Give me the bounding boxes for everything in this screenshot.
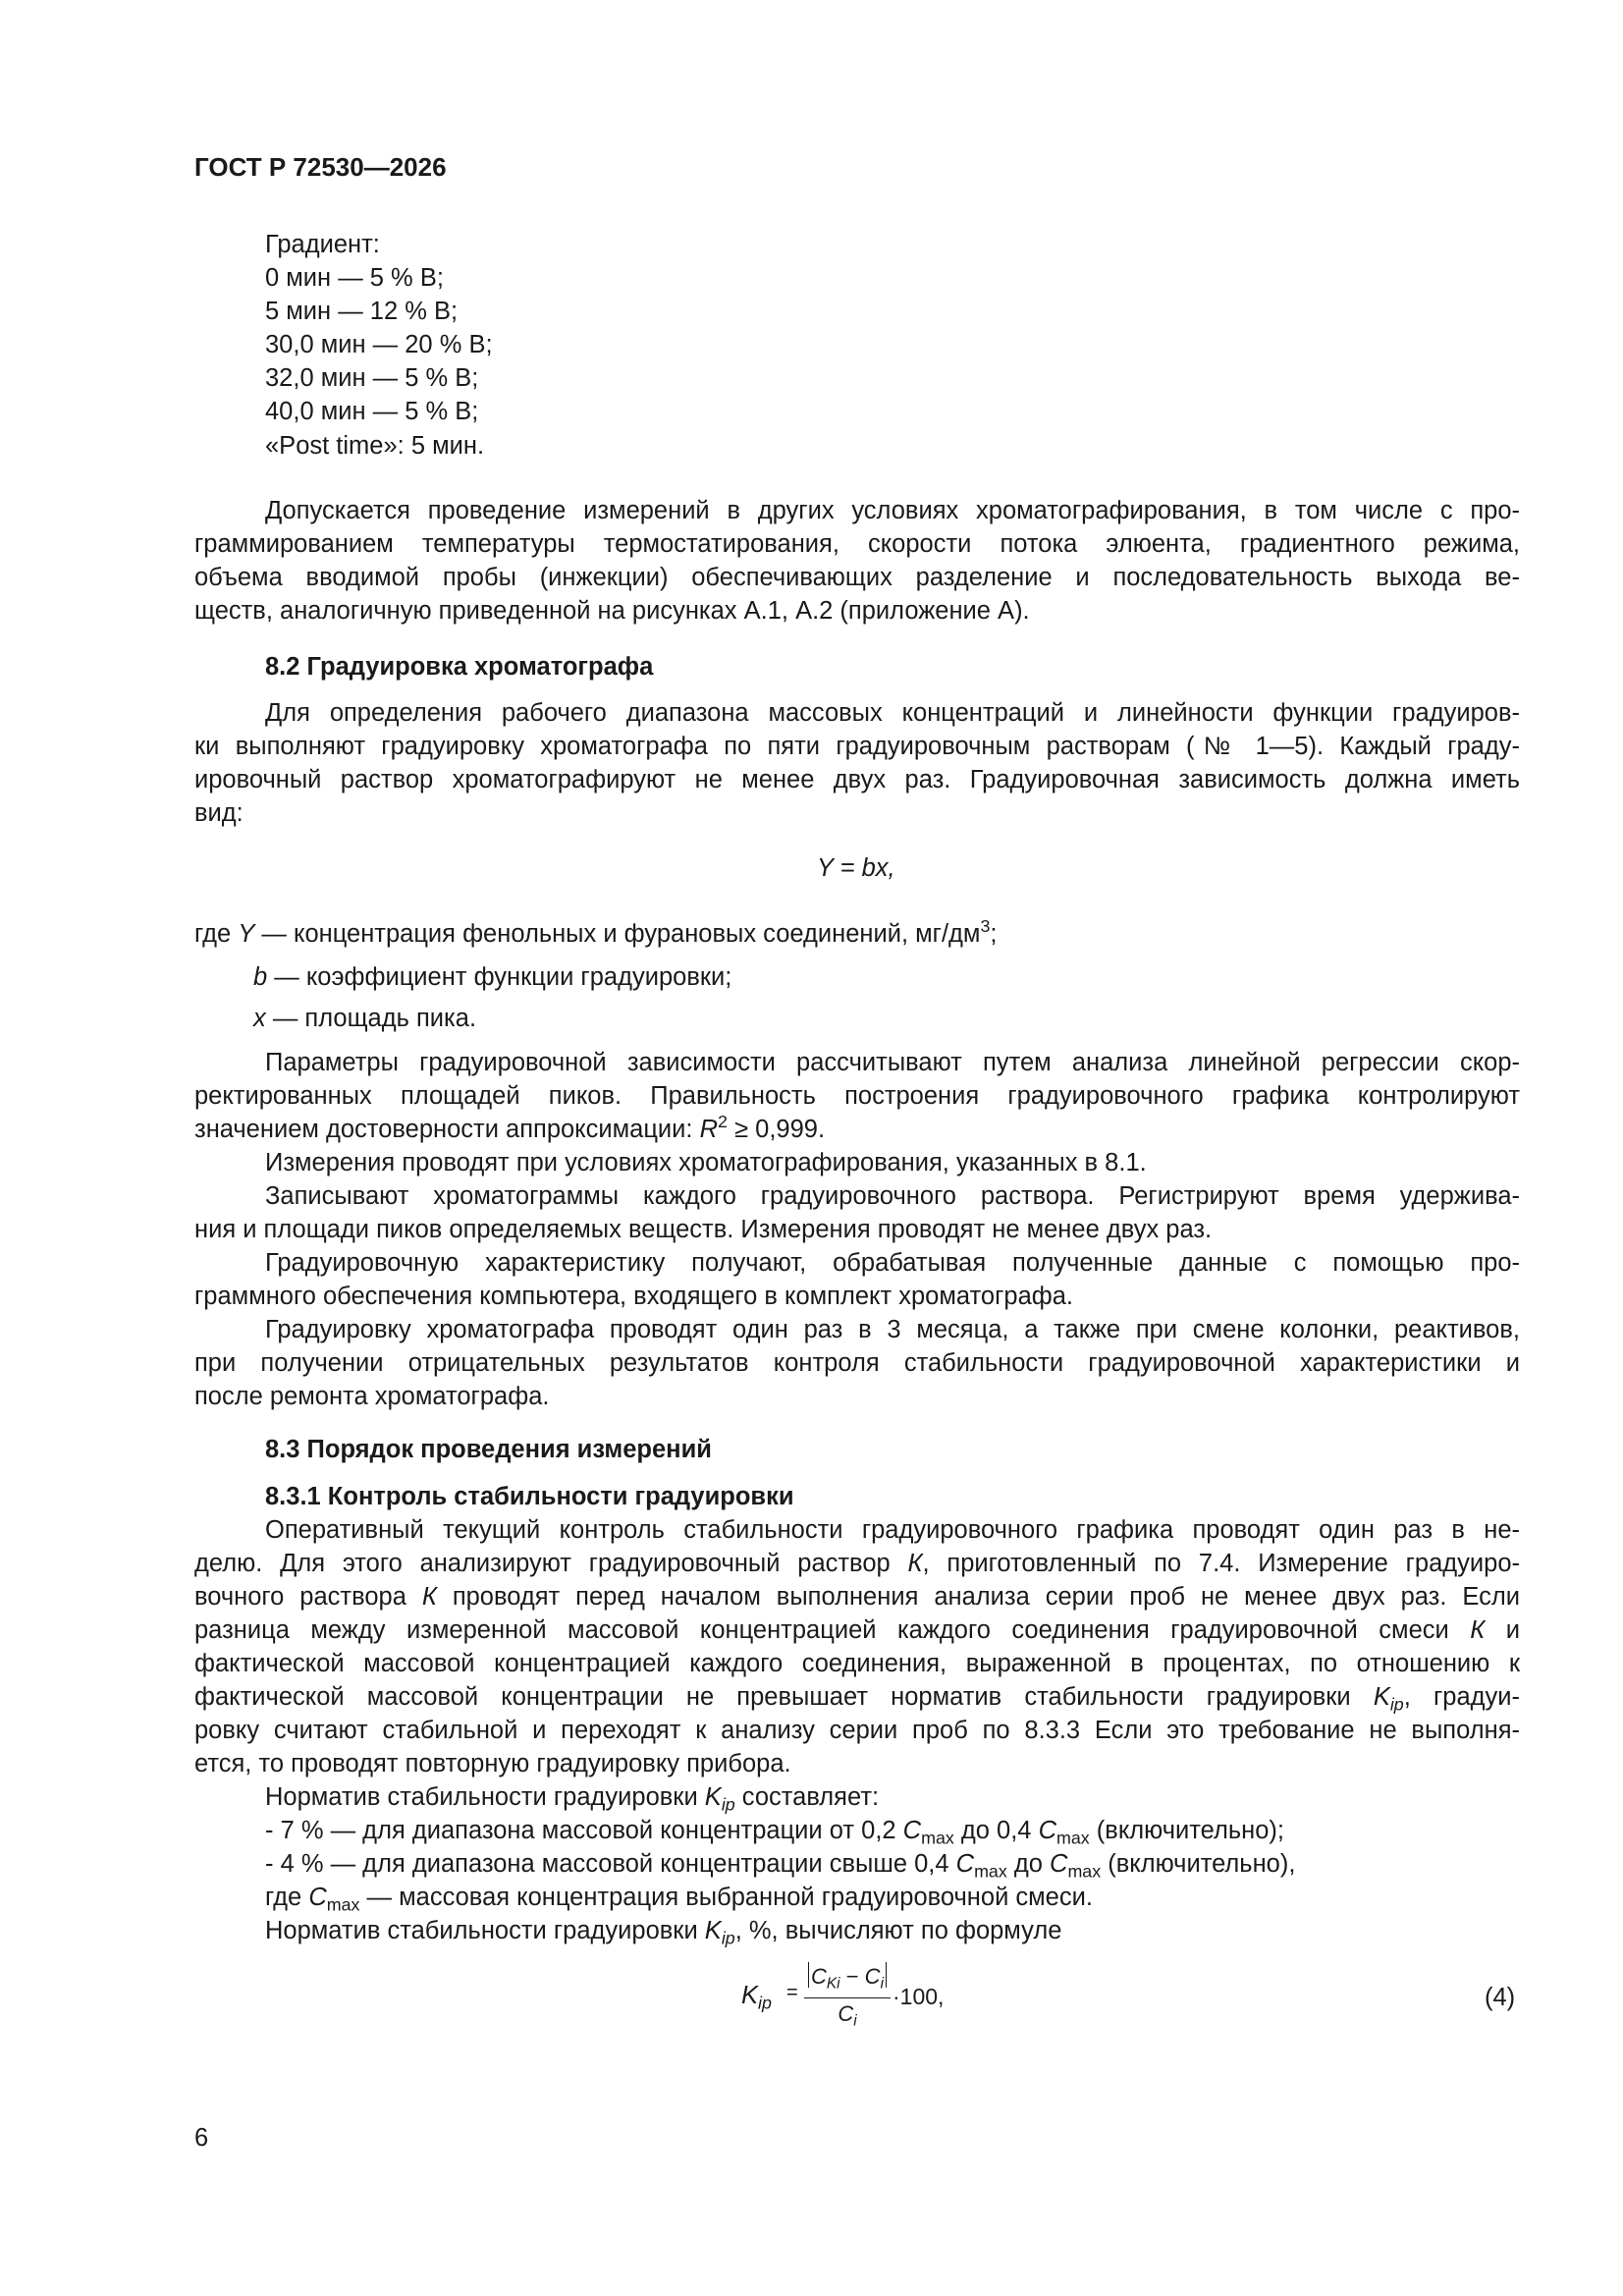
text-line: Оперативный текущий контроль стабильности градуировочного графика проводят один раз в не-: [265, 1516, 1520, 1544]
abs-bar-left: [808, 1962, 809, 1988]
page-number: 6: [194, 2124, 209, 2152]
text-line: ки выполняют градуировку хроматографа по пяти градуировочным растворам (№ 1—5). Каждый граду-: [194, 733, 1520, 760]
gradient-step: 0 мин — 5 % В;: [265, 264, 444, 292]
where-y-line: где Y — концентрация фенольных и фурановых соединений, $мг/дм^3$;: [194, 916, 998, 948]
gradient-step: 30,0 мин — 20 % В;: [265, 331, 493, 358]
text-line: разница между измеренной массовой концентрацией каждого соединения градуировочной смеси К и: [194, 1616, 1520, 1644]
gradient-step: 32,0 мин — 5 % В;: [265, 364, 479, 392]
text-line: Параметры градуировочной зависимости рассчитывают путем анализа линейной регрессии скор-: [265, 1049, 1520, 1076]
text-line: Градуировку хроматографа проводят один раз в 3 месяца, а также при смене колонки, реактивов,: [265, 1316, 1520, 1343]
section-heading-8-2: 8.2 Градуировка хроматографа: [265, 653, 654, 681]
formula-lhs: $K_{ip}$: [741, 1982, 772, 2013]
text-line: после ремонта хроматографа.: [194, 1383, 550, 1410]
gradient-step: «Post time»: 5 мин.: [265, 432, 485, 460]
formula-numerator: $C_{Ki} - C_i$: [802, 1962, 893, 1990]
document-code: ГОСТ Р 72530—2026: [194, 152, 447, 182]
text-line: Записывают хроматограммы каждого градуировочного раствора. Регистрируют время удержива-: [265, 1182, 1520, 1210]
section-heading-8-3-1: 8.3.1 Контроль стабильности градуировки: [265, 1483, 794, 1510]
text-line: ировочный раствор хроматографируют не менее двух раз. Градуировочная зависимость должна иметь: [194, 766, 1520, 793]
norm-bullet: - 4 % — для диапазона массовой концентрации свыше 0,4 $C_{max}$ до $C_{max}$ (включительно),: [265, 1850, 1296, 1882]
where-x-line: х — площадь пика.: [253, 1005, 477, 1032]
formula-denominator: $C_i$: [838, 2001, 857, 2030]
section-heading-8-3: 8.3 Порядок проведения измерений: [265, 1436, 712, 1463]
gradient-title: Градиент:: [265, 231, 380, 258]
formula-4: [741, 1962, 997, 2031]
text-line: делю. Для этого анализируют градуировочный раствор К, приготовленный по 7.4. Измерение градуиро-: [194, 1550, 1520, 1577]
text-line: Для определения рабочего диапазона массовых концентраций и линейности функции градуиров-: [265, 699, 1520, 727]
text-line: граммного обеспечения компьютера, входящего в комплект хроматографа.: [194, 1283, 1074, 1310]
text-line: при получении отрицательных результатов контроля стабильности градуировочной характеристики и: [194, 1349, 1520, 1377]
where-b-line: b — коэффициент функции градуировки;: [253, 963, 732, 991]
text-line: фактической массовой концентрации не превышает норматив стабильности градуировки $K_{ip}$, градуи-: [194, 1683, 1521, 1715]
norm-intro: Норматив стабильности градуировки $K_{ip}$ составляет:: [265, 1783, 880, 1815]
formula-equals: =: [786, 1982, 798, 2003]
text-line: объема вводимой пробы (инжекции) обеспечивающих разделение и последовательность выхода ве-: [194, 564, 1520, 591]
text-line: вид:: [194, 799, 243, 827]
text-line: Допускается проведение измерений в других условиях хроматографирования, в том числе с про-: [265, 497, 1520, 524]
paragraph-conditions: Измерения проводят при условиях хроматографирования, указанных в 8.1.: [265, 1149, 1147, 1176]
formula-linear: Y = bx,: [817, 854, 895, 882]
text-line: фактической массовой концентрацией каждого соединения, выраженной в процентах, по отношению к: [194, 1650, 1520, 1677]
abs-bar-right: [886, 1962, 887, 1988]
text-line: Градуировочную характеристику получают, обрабатывая полученные данные с помощью про-: [265, 1249, 1520, 1277]
text-line: ректированных площадей пиков. Правильность построения градуировочного графика контролируют: [194, 1082, 1520, 1110]
gradient-step: 40,0 мин — 5 % В;: [265, 398, 479, 425]
text-line: ровку считают стабильной и переходят к анализу серии проб по 8.3.3 Если это требование не выполня-: [194, 1717, 1520, 1744]
gradient-step: 5 мин — 12 % В;: [265, 298, 459, 325]
fraction-bar: [804, 1997, 891, 1998]
norm-calc-intro: Норматив стабильности градуировки $K_{ip}$, %, вычисляют по формуле: [265, 1917, 1062, 1948]
formula-tail: ·100,: [893, 1984, 945, 2009]
formula-number: (4): [1485, 1984, 1516, 2011]
text-line: граммированием температуры термостатирования, скорости потока элюента, градиентного режима,: [194, 530, 1520, 558]
text-line: ния и площади пиков определяемых веществ. Измерения проводят не менее двух раз.: [194, 1216, 1213, 1243]
norm-bullet: - 7 % — для диапазона массовой концентрации от 0,2 $C_{max}$ до 0,4 $C_{max}$ (включительно);: [265, 1817, 1284, 1848]
text-line-r2: значением достоверности аппроксимации: $R^2 \ge 0,999$.: [194, 1112, 826, 1143]
text-line: ется, то проводят повторную градуировку прибора.: [194, 1750, 791, 1777]
text-line: вочного раствора К проводят перед началом выполнения анализа серии проб не менее двух раз. Если: [194, 1583, 1520, 1611]
text-line: ществ, аналогичную приведенной на рисунках А.1, А.2 (приложение А).: [194, 597, 1030, 625]
norm-where: где $C_{max}$ — массовая концентрация выбранной градуировочной смеси.: [265, 1884, 1093, 1915]
